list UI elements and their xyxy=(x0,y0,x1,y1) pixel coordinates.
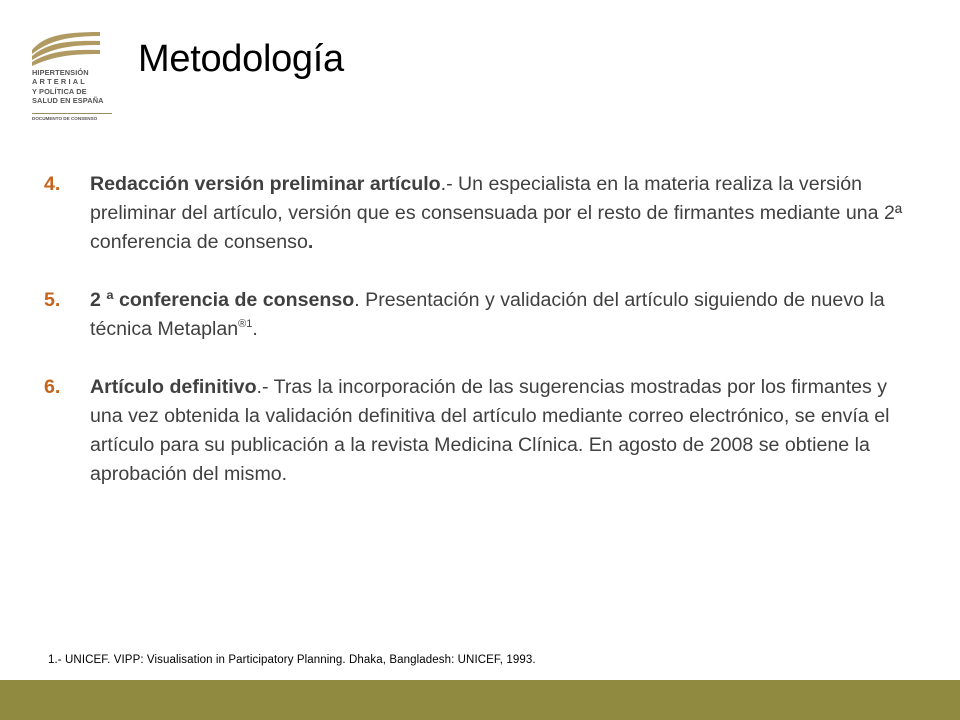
item-text: .- Un especialista en la materia realiza la versión preliminar del artículo, versión que es consensuada por el resto de firmantes mediante una 2ª conferencia de consenso xyxy=(90,173,903,253)
list-item xyxy=(44,373,914,489)
bottom-bar xyxy=(0,680,960,720)
logo xyxy=(30,28,110,128)
logo-line-4: SALUD EN ESPAÑA xyxy=(32,96,104,106)
wave-logo-icon xyxy=(30,28,102,68)
logo-wordmark xyxy=(32,68,112,106)
registered-footnote-mark: ®1 xyxy=(238,318,253,330)
slide-title: Metodología xyxy=(138,38,344,80)
list-item xyxy=(44,170,914,257)
item-end: . xyxy=(307,231,314,253)
item-end: . xyxy=(252,318,258,340)
item-heading: Artículo definitivo xyxy=(90,376,257,398)
logo-subtitle: DOCUMENTO DE CONSENSO xyxy=(32,113,112,121)
item-number: 5. xyxy=(44,289,61,311)
footnote: 1.- UNICEF. VIPP: Visualisation in Participatory Planning. Dhaka, Bangladesh: UNICEF, 1993. xyxy=(48,654,536,666)
item-text: .- Tras la incorporación de las sugerencias mostradas por los firmantes y una vez obtenida la validación definitiva del artículo mediante correo electrónico, se envía el artículo para su publicación a la revista Medicina Clínica. En agosto de 2008 se obtiene la aprobación del mismo. xyxy=(90,376,890,485)
methodology-list xyxy=(44,170,914,489)
item-text: . Presentación y validación del artículo siguiendo de nuevo la técnica Metaplan xyxy=(90,289,885,340)
list-item xyxy=(44,286,914,344)
item-number: 4. xyxy=(44,173,61,195)
logo-line-2: ARTERIAL xyxy=(32,77,87,87)
logo-line-1: HIPERTENSIÓN xyxy=(32,68,89,77)
logo-line-3: Y POLÍTICA DE xyxy=(32,86,87,96)
item-heading: 2 ª conferencia de consenso xyxy=(90,289,355,311)
item-heading: Redacción versión preliminar artículo xyxy=(90,173,441,195)
item-number: 6. xyxy=(44,376,61,398)
